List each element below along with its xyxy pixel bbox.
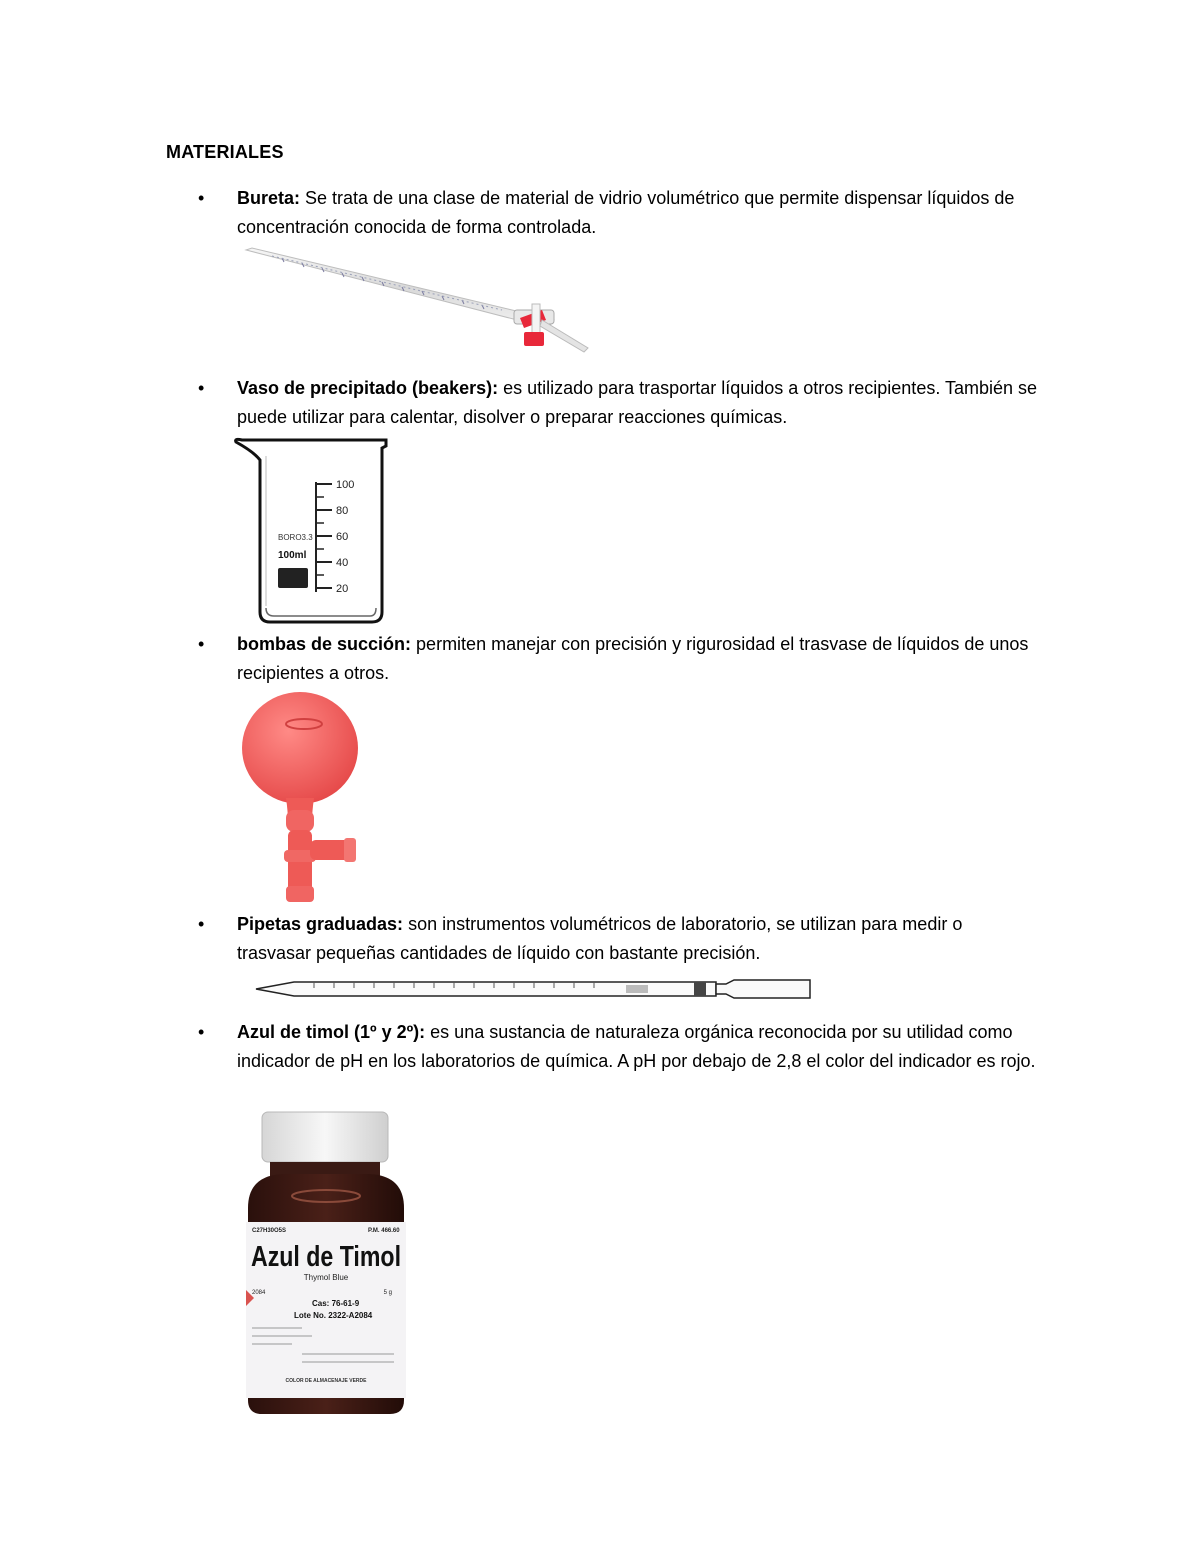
bottle-cas: Cas: 76-61-9 [312,1299,360,1308]
item-text [237,630,1038,688]
bottle-subtitle: Thymol Blue [303,1273,349,1282]
item-description: permiten manejar con precisión y rigurosidad el trasvase de líquidos de unos recipientes a otros. [237,634,1029,683]
beaker-scale-label: 80 [336,505,349,517]
item-text [237,910,1038,968]
item-term: Pipetas graduadas: [237,914,404,934]
pipette-image [254,974,814,1004]
bullet-icon: • [198,914,205,934]
bottle-lote: Lote No. 2322-A2084 [294,1311,373,1320]
item-text [237,1018,1038,1076]
beaker-image [232,436,396,626]
list-item-vaso-precipitado [198,374,1038,432]
beaker-volume: 100ml [278,550,307,561]
bullet-icon: • [198,378,205,398]
bottle-weight: P.M. 466.60 [368,1228,400,1234]
list-item-bureta [198,184,1038,242]
bullet-icon: • [198,634,205,654]
bullet-icon: • [198,188,205,208]
item-term: Vaso de precipitado (beakers): [237,378,499,398]
bottle-quantity: 5 g [383,1290,392,1296]
beaker-scale-label: 100 [336,479,355,491]
beaker-scale-label: 60 [336,531,349,543]
item-text [237,374,1038,432]
bullet-icon: • [198,1022,205,1042]
item-description: son instrumentos volumétricos de laboratorio, se utilizan para medir o trasvasar pequeñas cantidades de líquido con bastante precisión. [237,914,963,963]
suction-bulb-image [240,690,360,905]
bottle-formula: C27H30O5S [252,1228,287,1234]
list-item-azul-timol [198,1018,1038,1076]
bottle-footer: COLOR DE ALMACENAJE VERDE [285,1378,367,1384]
item-term: bombas de succión: [237,634,412,654]
item-description: es utilizado para trasportar líquidos a otros recipientes. También se puede utilizar para calentar, disolver o preparar reacciones químicas. [237,378,1038,427]
bottle-code: 2084 [252,1290,266,1296]
item-text [237,184,1038,242]
list-item-bombas-succion [198,630,1038,688]
thymol-blue-bottle-image [242,1110,410,1416]
item-term: Azul de timol (1º y 2º): [237,1022,426,1042]
bottle-product-name: Azul de Timol [251,1241,401,1273]
page-title: MATERIALES [166,142,284,162]
item-description: Se trata de una clase de material de vidrio volumétrico que permite dispensar líquidos de concentración conocida de forma controlada. [237,188,1015,237]
beaker-brand: BORO3.3 [278,533,313,542]
item-description: es una sustancia de naturaleza orgánica reconocida por su utilidad como indicador de pH en los laboratorios de química. A pH por debajo de 2,8 el color del indicador es rojo. [237,1022,1036,1071]
beaker-scale-label: 40 [336,557,349,569]
beaker-scale-label: 20 [336,583,349,595]
list-item-pipetas [198,910,1038,968]
item-term: Bureta: [237,188,301,208]
burette-image [242,248,592,360]
